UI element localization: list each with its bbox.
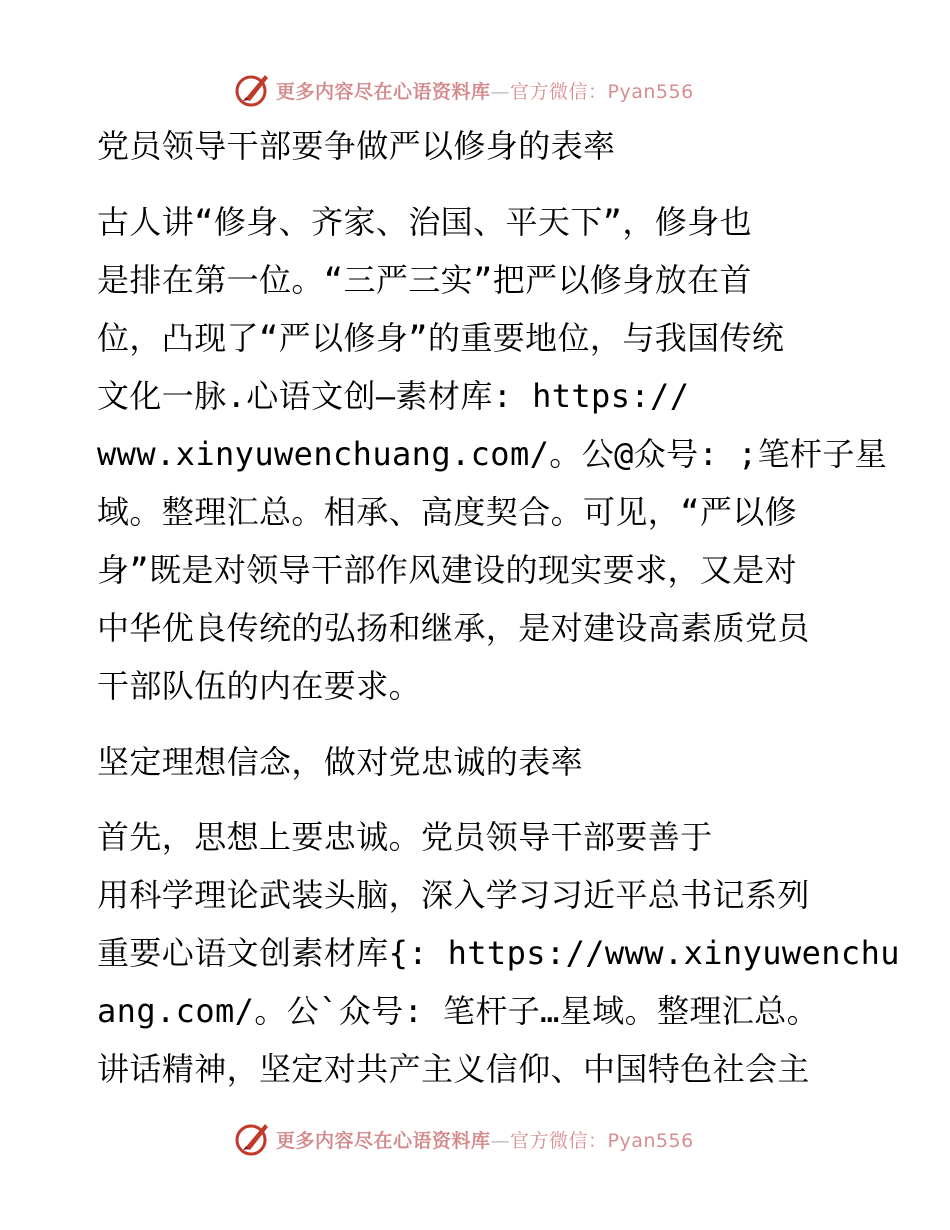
doc-line: 是排在第一位。“三严三实”把严以修身放在首 xyxy=(97,261,752,299)
watermark-banner-top xyxy=(232,70,694,110)
doc-line: 首先，思想上要忠诚。党员领导干部要善于 xyxy=(97,818,713,856)
watermark-text: 更多内容尽在心语资料库—官方微信：Pyan556 xyxy=(276,1129,694,1152)
doc-line: 干部队伍的内在要求。 xyxy=(97,667,422,705)
doc-line: 用科学理论武装头脑，深入学习习近平总书记系列 xyxy=(97,876,810,914)
doc-line: 重要心语文创素材库{: https://www.xinyuwenchu xyxy=(97,934,900,972)
watermark-text: 更多内容尽在心语资料库—官方微信：Pyan556 xyxy=(276,80,694,103)
doc-line: ang.com/。公`众号: 笔杆子…星域。整理汇总。 xyxy=(97,992,819,1030)
doc-line: 讲话精神，坚定对共产主义信仰、中国特色社会主 xyxy=(97,1050,810,1088)
doc-line: 古人讲“修身、齐家、治国、平天下”，修身也 xyxy=(97,203,752,241)
section-heading: 坚定理想信念，做对党忠诚的表率 xyxy=(97,743,584,781)
doc-line: www.xinyuwenchuang.com/。公@众号: ;笔杆子星 xyxy=(97,435,888,473)
watermark-banner-bottom xyxy=(232,1119,694,1159)
doc-line: 身”既是对领导干部作风建设的现实要求，又是对 xyxy=(97,551,798,589)
quill-logo-icon xyxy=(232,70,272,110)
doc-line: 中华优良传统的弘扬和继承，是对建设高素质党员 xyxy=(97,609,810,647)
doc-line: 文化一脉.心语文创—素材库: https:// xyxy=(97,377,690,415)
doc-title: 党员领导干部要争做严以修身的表率 xyxy=(97,127,616,165)
doc-line: 域。整理汇总。相承、高度契合。可见，“严以修 xyxy=(97,493,798,531)
quill-logo-icon xyxy=(232,1119,272,1159)
doc-line: 位，凸现了“严以修身”的重要地位，与我国传统 xyxy=(97,319,785,357)
